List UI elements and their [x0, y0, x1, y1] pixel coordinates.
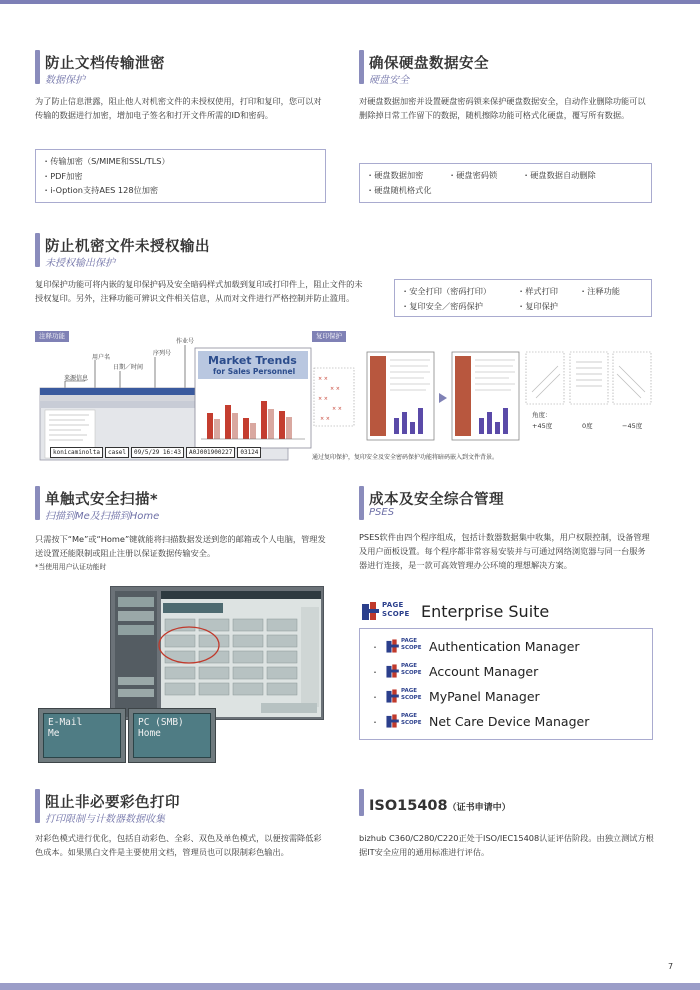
- logo-page-text: PAGE: [401, 663, 418, 669]
- iso-title-note: （证书申请中）: [447, 803, 511, 813]
- logo-page-text: PAGE: [401, 688, 418, 694]
- section-subtitle-color: 打印限制与计数器数据收集: [45, 814, 165, 825]
- feature-item: ・i-Option支持AES 128位加密: [42, 185, 159, 195]
- feature-item: ・硬盘随机格式化: [366, 185, 432, 195]
- heading-bar: [359, 486, 364, 520]
- logo-scope-text: SCOPE: [401, 670, 422, 676]
- annotation-stamp: [50, 447, 261, 458]
- logo-scope-text: SCOPE: [401, 695, 422, 701]
- logo-scope-text: SCOPE: [382, 610, 410, 618]
- logo-page-text: PAGE: [401, 713, 418, 719]
- chart-title-line-1: Market Trends: [208, 354, 297, 367]
- feature-item: ・硬盘密码锁: [448, 170, 498, 180]
- pc-home-label: PC (SMB) Home: [138, 717, 184, 739]
- section-body-color: 对彩色模式进行优化，包括自动彩色、全彩、双色及单色模式，以便按需降低彩色成本。如果黑白文件是主要使用文档，管理员也可以限制彩色输出。: [35, 833, 322, 857]
- bullet-icon: ・: [371, 668, 379, 677]
- section-subtitle-confidential: 未授权输出保护: [45, 258, 115, 269]
- stamp-field: casel: [105, 447, 129, 458]
- logo-page-text: PAGE: [401, 638, 418, 644]
- feature-box-doc-transfer: [35, 149, 326, 203]
- feature-item: ・复印安全／密码保护: [401, 301, 483, 311]
- section-title-hdd: 确保硬盘数据安全: [369, 56, 489, 72]
- heading-bar: [35, 789, 40, 823]
- heading-bar: [359, 50, 364, 84]
- footnote-scan: *当使用用户认证功能时: [35, 563, 107, 571]
- label-serial-number: 序列号: [153, 350, 172, 357]
- feature-box-hdd: [359, 163, 652, 203]
- section-subtitle-scan: 扫描到Me及扫描到Home: [45, 511, 160, 522]
- feature-item: ・硬盘数据自动删除: [522, 170, 596, 180]
- feature-item: ・PDF加密: [42, 171, 83, 181]
- logo-scope-text: SCOPE: [401, 720, 422, 726]
- section-body-management: PSES软件由四个程序组成，包括计数器数据集中收集，用户权限控制，设备管理及用户面板设置。每个程序都非常容易安装并与可通过网络浏览器与同一台服务器进行连接，是一款可高效管理办公环境的理想解决方案。: [359, 532, 650, 570]
- section-body-confidential: 复印保护功能可将内嵌的复印保护码及安全暗码样式加载到复印或打印件上，阻止文件的未授权复印。另外，注释功能可辨识文件相关信息，从而对文件进行严格控制并防止滥用。: [35, 279, 363, 303]
- control-panel-illustration: [110, 586, 324, 720]
- stamp-field: A0J001900227: [186, 447, 235, 458]
- section-title-scan: 单触式安全扫描*: [45, 492, 159, 508]
- top-rule: [0, 0, 700, 4]
- angle-plus45: +45度: [532, 422, 553, 430]
- feature-item: ・复印保护: [517, 301, 558, 311]
- angle-minus45: −45度: [622, 422, 643, 430]
- product-logo: [385, 712, 429, 730]
- copy-protect-tag: 复印保护: [312, 331, 346, 342]
- section-title-color: 阻止非必要彩色打印: [45, 795, 180, 811]
- product-net-care-device-manager: Net Care Device Manager: [429, 714, 590, 729]
- svg-text:× ×: × ×: [330, 386, 340, 392]
- label-user-name: 用户名: [92, 354, 111, 361]
- heading-bar: [35, 486, 40, 520]
- label-job-number: 作业号: [176, 338, 195, 345]
- feature-item: ・样式打印: [517, 286, 558, 296]
- label-source-info: 来源信息: [64, 375, 89, 382]
- stamp-field: 03124: [237, 447, 261, 458]
- section-subtitle-doc-transfer: 数据保护: [45, 75, 85, 86]
- stamp-field: 09/5/29 16:43: [131, 447, 184, 458]
- heading-bar: [35, 50, 40, 84]
- section-subtitle-hdd: 硬盘安全: [369, 75, 409, 86]
- section-title-iso: [369, 795, 511, 814]
- logo-page-text: PAGE: [382, 601, 404, 609]
- product-logo: [385, 637, 429, 655]
- pagescope-logo: [360, 600, 420, 622]
- svg-text:× ×: × ×: [320, 416, 330, 422]
- heading-bar: [35, 233, 40, 267]
- svg-text:× ×: × ×: [332, 406, 342, 412]
- svg-text:× ×: × ×: [318, 396, 328, 402]
- feature-box-confidential: [394, 279, 652, 317]
- section-body-hdd: 对硬盘数据加密并设置硬盘密码锁来保护硬盘数据安全，自动作业删除功能可以删除掉日常工作留下的数据，随机擦除功能可格式化硬盘，覆写所有数据。: [359, 96, 646, 120]
- bullet-icon: ・: [371, 643, 379, 652]
- page-number: 7: [668, 962, 674, 971]
- suite-name: Enterprise Suite: [421, 602, 550, 621]
- feature-item: ・硬盘数据加密: [366, 170, 424, 180]
- product-account-manager: Account Manager: [429, 664, 539, 679]
- angle-label: 角度：: [532, 411, 552, 419]
- bottom-band: [0, 983, 700, 990]
- stamp-field: konicaminolta: [50, 447, 103, 458]
- section-title-management: 成本及安全综合管理: [369, 492, 504, 508]
- email-me-label: E-Mail Me: [48, 717, 83, 739]
- section-body-scan: 只需按下“Me”或“Home”键就能将扫描数据发送到您的邮箱或个人电脑，管理发送设置还能限制或阻止注册以保证数据传输安全。: [35, 534, 326, 558]
- copy-protect-illustration: [312, 348, 657, 443]
- email-me-button[interactable]: [38, 708, 126, 763]
- pc-home-button[interactable]: [128, 708, 216, 763]
- logo-scope-text: SCOPE: [401, 645, 422, 651]
- angle-0: 0度: [582, 422, 593, 430]
- section-subtitle-management: PSES: [369, 507, 395, 518]
- bullet-icon: ・: [371, 693, 379, 702]
- product-logo: [385, 662, 429, 680]
- product-logo: [385, 687, 429, 705]
- svg-text:× ×: × ×: [318, 376, 328, 382]
- label-date-time: 日期／时间: [113, 364, 144, 371]
- section-title-doc-transfer: 防止文档传输泄密: [45, 56, 165, 72]
- annotation-tag: 注释功能: [35, 331, 69, 342]
- feature-item: ・传输加密（S/MIME和SSL/TLS）: [42, 156, 170, 166]
- feature-item: ・安全打印（密码打印）: [401, 286, 492, 296]
- chart-title-line-2: for Sales Personnel: [213, 367, 296, 376]
- feature-item: ・注释功能: [579, 286, 620, 296]
- iso-title: ISO15408: [369, 798, 448, 814]
- copy-protect-caption: 通过复印保护，复印安全及安全密码保护功能将暗码嵌入到文件背景。: [312, 454, 499, 461]
- product-mypanel-manager: MyPanel Manager: [429, 689, 540, 704]
- section-title-confidential: 防止机密文件未授权输出: [45, 239, 210, 255]
- section-body-iso: bizhub C360/C280/C220正处于ISO/IEC15408认证评估阶段。由独立测试方根据IT安全应用的通用标准进行评估。: [359, 833, 654, 857]
- bullet-icon: ・: [371, 718, 379, 727]
- section-body-doc-transfer: 为了防止信息泄露，阻止他人对机密文件的未授权使用，打印和复印，您可以对传输的数据进行加密，增加电子签名和打开文件所需的ID和密码。: [35, 96, 322, 120]
- heading-bar: [359, 789, 364, 816]
- product-authentication-manager: Authentication Manager: [429, 639, 580, 654]
